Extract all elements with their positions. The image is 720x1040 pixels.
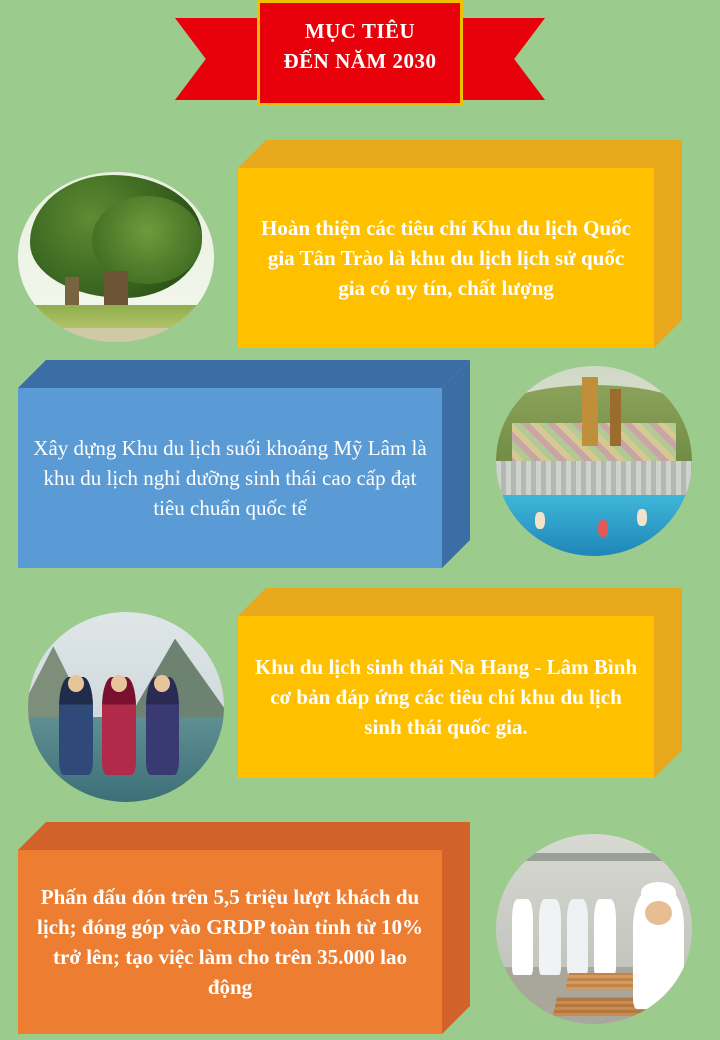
box-front-face bbox=[18, 388, 442, 568]
goal-4-box bbox=[18, 822, 470, 1034]
ethnic-women-lake-photo bbox=[28, 612, 224, 802]
box-front-face bbox=[238, 616, 654, 778]
box-side-face bbox=[654, 140, 682, 348]
photo-artwork bbox=[496, 366, 692, 556]
goal-1-box bbox=[238, 140, 682, 348]
goal-2-text: Xây dựng Khu du lịch suối khoáng Mỹ Lâm là khu du lịch nghỉ dưỡng sinh thái cao cấp đạt tiêu chuẩn quốc tế bbox=[33, 436, 427, 520]
photo-artwork bbox=[18, 172, 214, 342]
factory-workers-photo bbox=[496, 834, 692, 1024]
box-side-face bbox=[654, 588, 682, 778]
box-side-face bbox=[442, 822, 470, 1034]
photo-artwork bbox=[496, 834, 692, 1024]
goal-2-box bbox=[18, 360, 470, 568]
goal-3-text: Khu du lịch sinh thái Na Hang - Lâm Bình cơ bản đáp ứng các tiêu chí khu du lịch sinh thái quốc gia. bbox=[254, 655, 638, 739]
goal-4-text: Phấn đấu đón trên 5,5 triệu lượt khách du lịch; đóng góp vào GRDP toàn tỉnh từ 10% trở lên; tạo việc làm cho trên 35.000 lao động bbox=[37, 885, 423, 999]
banyan-tree-photo bbox=[18, 172, 214, 342]
box-top-face bbox=[238, 588, 682, 616]
banner-title bbox=[235, 16, 485, 76]
photo-artwork bbox=[28, 612, 224, 802]
box-top-face bbox=[238, 140, 682, 168]
title-banner bbox=[175, 0, 545, 115]
box-top-face bbox=[18, 822, 470, 850]
box-side-face bbox=[442, 360, 470, 568]
hot-spring-resort-photo bbox=[496, 366, 692, 556]
goal-3-box bbox=[238, 588, 682, 778]
banner-title-line2: ĐẾN NĂM 2030 bbox=[283, 49, 437, 73]
goal-1-text: Hoàn thiện các tiêu chí Khu du lịch Quốc gia Tân Trào là khu du lịch lịch sử quốc gia có uy tín, chất lượng bbox=[261, 216, 631, 300]
box-front-face bbox=[238, 168, 654, 348]
box-front-face bbox=[18, 850, 442, 1034]
banner-title-line1: MỤC TIÊU bbox=[304, 19, 416, 43]
box-top-face bbox=[18, 360, 470, 388]
